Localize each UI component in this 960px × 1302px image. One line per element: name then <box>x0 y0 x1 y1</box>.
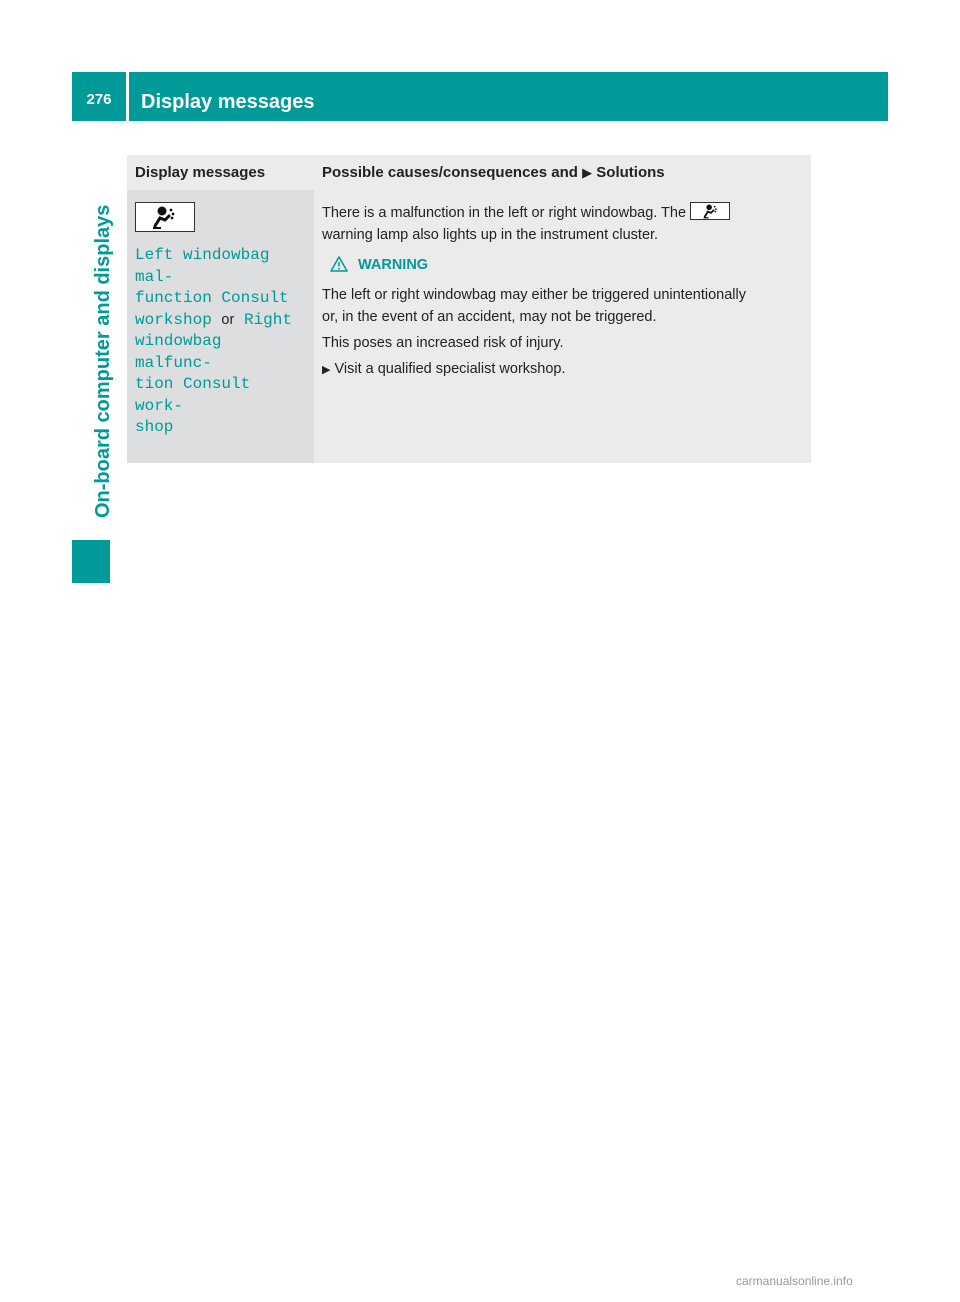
message-word: Right <box>243 310 292 329</box>
display-message-text <box>135 245 306 439</box>
arrow-icon: ▶ <box>582 165 593 180</box>
display-message-cell <box>127 190 314 463</box>
message-line: Left windowbag mal‐ <box>135 246 270 286</box>
message-line: tion Consult work‐ <box>135 375 251 415</box>
table-header-row <box>127 155 811 190</box>
footer-watermark: carmanualsonline.info <box>736 1274 853 1288</box>
message-line: shop <box>135 418 174 436</box>
warning-text: or, in the event of an accident, may not be triggered. <box>322 309 657 325</box>
header-divider <box>126 72 129 121</box>
step-arrow-icon: ▶ <box>322 364 331 376</box>
column-header-causes-label: Possible causes/consequences and <box>322 164 578 181</box>
warning-triangle-icon <box>330 256 348 272</box>
warning-text: The left or right windowbag may either be triggered unintentionally <box>322 287 746 303</box>
message-line: function Consult <box>135 289 289 307</box>
warning-heading <box>330 254 803 276</box>
or-text: or <box>221 311 235 328</box>
column-header-causes-solutions <box>314 155 811 190</box>
message-line <box>135 310 306 332</box>
solution-step <box>322 358 803 381</box>
side-tab-marker <box>72 540 110 583</box>
warning-paragraph <box>322 284 803 328</box>
table-row <box>127 190 811 463</box>
message-word: workshop <box>135 310 212 329</box>
cause-paragraph <box>322 202 803 246</box>
cause-text: warning lamp also lights up in the instrument cluster. <box>322 227 659 243</box>
airbag-warning-icon <box>135 202 195 232</box>
page-number: 276 <box>86 91 112 108</box>
solution-text: Visit a qualified specialist workshop. <box>334 361 566 377</box>
section-label: On-board computer and displays <box>92 204 114 518</box>
display-messages-table <box>127 155 811 463</box>
message-line: windowbag malfunc‐ <box>135 332 222 372</box>
warning-label: WARNING <box>358 257 429 273</box>
column-header-solutions-label: Solutions <box>596 164 665 181</box>
airbag-warning-icon <box>690 202 730 220</box>
risk-paragraph: This poses an increased risk of injury. <box>322 335 564 351</box>
page-title: Display messages <box>141 91 315 113</box>
causes-solutions-cell <box>314 190 811 463</box>
column-header-display-messages: Display messages <box>135 164 266 181</box>
cause-text: There is a malfunction in the left or right windowbag. The <box>322 205 687 221</box>
